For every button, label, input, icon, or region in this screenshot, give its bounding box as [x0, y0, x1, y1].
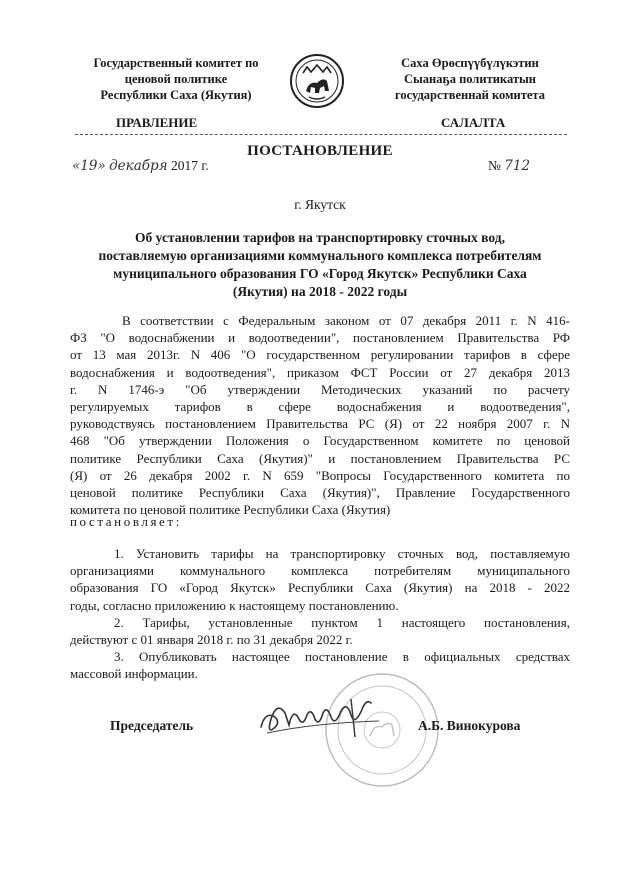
preamble-line: водоснабжения и водоотведения", приказом ФСТ России от 27 декабря 2013 [70, 364, 570, 380]
signatory-name: А.Б. Винокурова [418, 718, 521, 733]
issuer-line: государственнай комитета [395, 88, 545, 102]
issuer-name-russian [66, 55, 286, 103]
document-number [488, 158, 530, 174]
date-day: 19 [80, 158, 98, 174]
preamble-line: от 13 мая 2013г. N 406 "О государственном регулировании тарифов в сфере [70, 347, 570, 363]
title-line: муниципального образования ГО «Город Якутск» Республики Саха [113, 266, 527, 281]
issuer-line: Государственный комитет по [93, 56, 259, 70]
issuer-line: Республики Саха (Якутия) [100, 88, 252, 102]
document-title [70, 229, 570, 301]
issuer-name-yakut [360, 55, 580, 103]
preamble-line: комитета по ценовой политике Республики Саха (Якутия) [70, 502, 391, 518]
handwritten-signature-icon [255, 693, 395, 743]
item-line: годы, согласно приложению к настоящему постановлению. [70, 597, 399, 613]
title-line: (Якутия) на 2018 - 2022 годы [232, 284, 408, 299]
date-month: декабря [109, 158, 168, 174]
date-open-quote: « [72, 158, 81, 174]
preamble-line: 468 "Об утверждении Положения о Государственном комитете по ценовой [70, 433, 570, 449]
title-line: поставляемую организациями коммунального комплекса потребителям [98, 248, 542, 263]
item-line: организациями коммунального комплекса потребителям муниципального [70, 563, 570, 579]
header-divider [75, 134, 567, 135]
issuer-line: Саха Өрөспүүбүлүкэтин [401, 56, 539, 70]
number-value: 712 [504, 158, 531, 174]
resolution-item-2 [70, 614, 570, 648]
preamble-line: В соответствии с Федеральным законом от 07 декабря 2011 г. N 416- [122, 313, 570, 328]
coat-of-arms-icon [289, 53, 345, 109]
preamble-line: политике Республики Саха (Якутия)" и постановлением Правительства РС [70, 450, 570, 466]
preamble-line: ФЗ "О водоснабжении и водоотведении", постановлением Правительства РФ [70, 330, 570, 346]
item-line: 2. Тарифы, установленные пунктом 1 настоящего постановления, [114, 614, 570, 630]
issuer-line: Сыанаҕа политикатын [404, 72, 536, 86]
document-type: ПОСТАНОВЛЕНИЕ [247, 143, 393, 159]
signatory-role: Председатель [110, 718, 194, 733]
preamble-line: (Я) от 26 декабря 2002 г. N 659 "Вопросы Государственного комитета по [70, 467, 570, 483]
board-label-yakut: САЛАЛТА [441, 115, 506, 130]
resolution-items [70, 545, 570, 683]
document-city: г. Якутск [294, 197, 346, 212]
preamble-paragraph [70, 312, 570, 518]
issuer-line: ценовой политике [124, 72, 228, 86]
resolves-word: постановляет: [70, 514, 182, 529]
item-line: действуют с 01 января 2018 г. по 31 декабря 2022 г. [70, 632, 353, 648]
preamble-line: ценовой политике Республики Саха (Якутия)", Правление Государственного [70, 485, 570, 501]
item-line: образования ГО «Город Якутск» Республики Саха (Якутия) на 2018 - 2022 [70, 580, 570, 596]
resolution-item-1 [70, 545, 570, 614]
document-date [72, 158, 209, 174]
date-year: 2017 г. [170, 158, 209, 173]
date-close-quote: » [97, 158, 106, 174]
item-line: массовой информации. [70, 666, 198, 682]
preamble-line: г. N 1746-э "Об утверждении Методических указаний по расчету [70, 381, 570, 397]
number-label: № [488, 158, 501, 173]
board-label-russian: ПРАВЛЕНИЕ [116, 115, 198, 130]
item-line: 1. Установить тарифы на транспортировку сточных вод, поставляемую [114, 546, 570, 561]
title-line: Об установлении тарифов на транспортировку сточных вод, [135, 230, 505, 245]
resolution-item-3 [70, 648, 570, 682]
preamble-line: руководствуясь постановлением Правительства РС (Я) от 22 ноября 2007 г. N [70, 416, 570, 432]
preamble-line: регулируемых тарифов в сфере водоснабжения и водоотведения", [70, 399, 570, 415]
item-line: 3. Опубликовать настоящее постановление в официальных средствах [114, 649, 570, 665]
